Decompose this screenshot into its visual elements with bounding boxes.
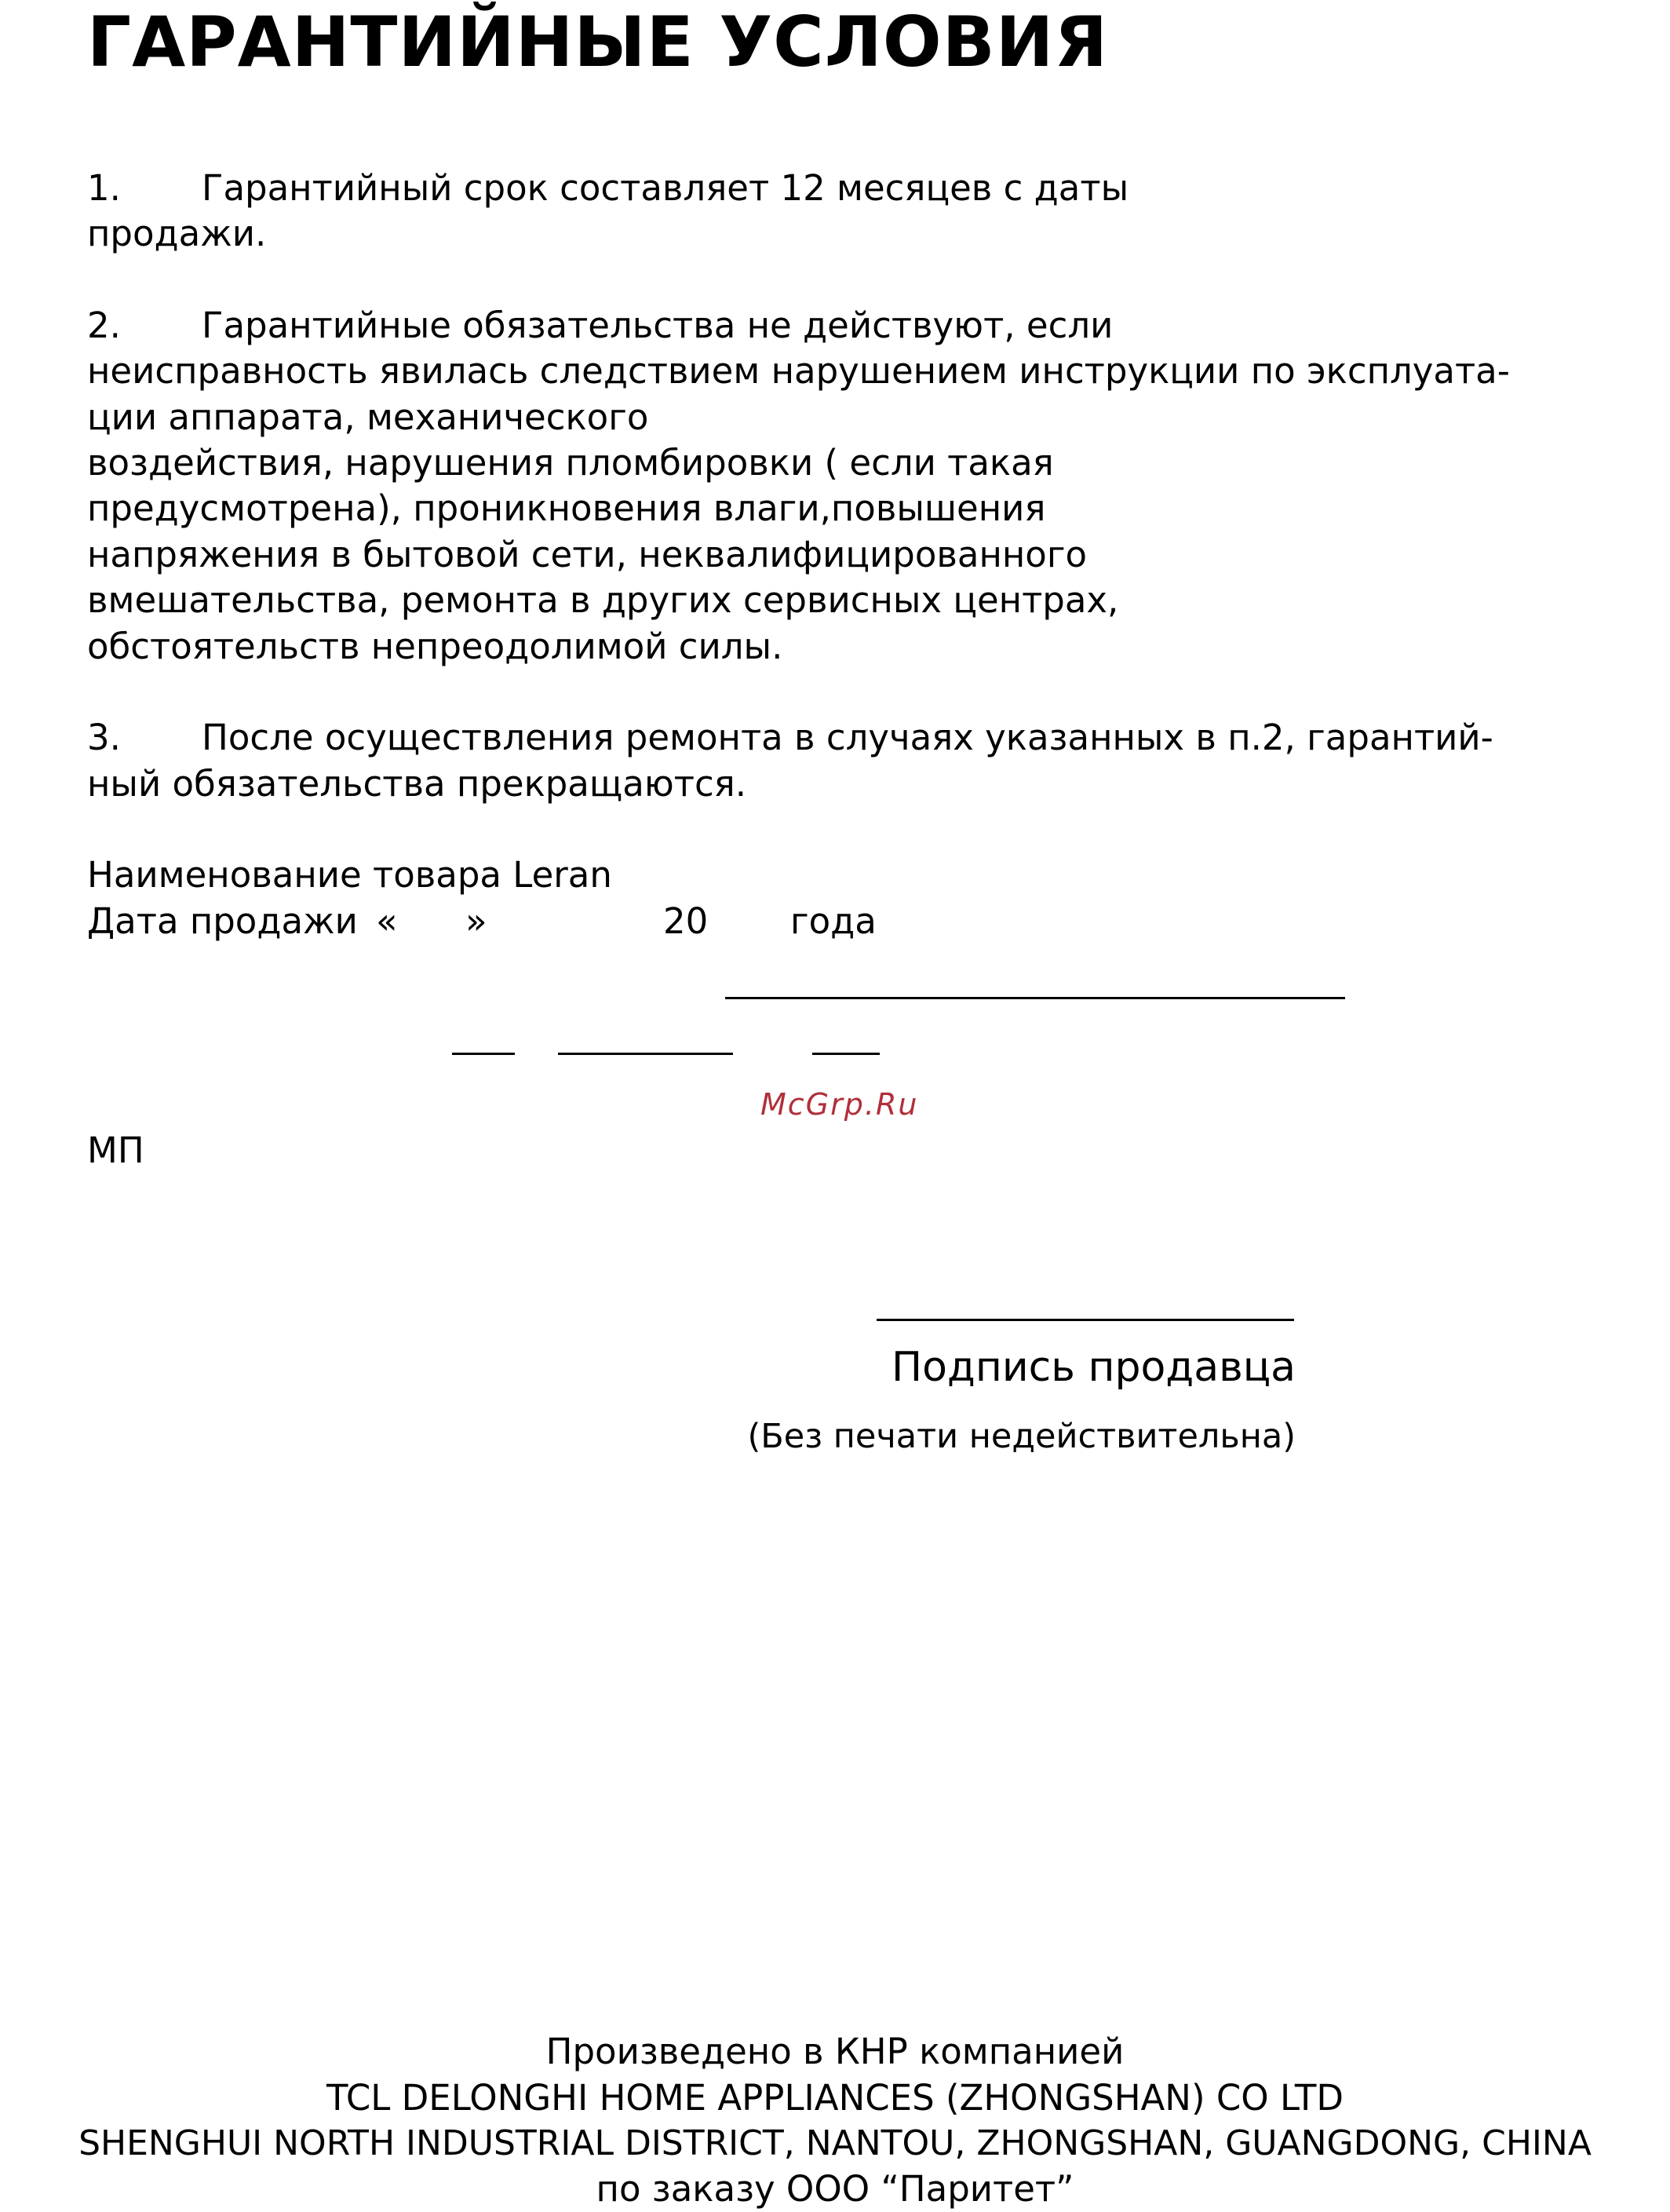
footer-line: SHENGHUI NORTH INDUSTRIAL DISTRICT, NANTOU, ZHONGSHAN, GUANGDONG, CHINA: [78, 2123, 1592, 2163]
clause-3-text: После осуществления ремонта в случаях указанных в п.2, гарантий-: [202, 717, 1493, 758]
footer-line: Произведено в КНР компанией: [545, 2031, 1125, 2072]
sale-year-blank-line: [812, 1053, 880, 1055]
sale-date-open-quote: «: [376, 900, 398, 942]
sale-date-label: Дата продажи: [87, 900, 358, 942]
clause-2-line: напряжения в бытовой сети, неквалифицированного: [87, 534, 1087, 575]
watermark: McGrp.Ru: [760, 1087, 919, 1122]
sale-month-blank-line: [558, 1053, 733, 1055]
clause-2-line: предусмотрена), проникновения влаги,повышения: [87, 487, 1046, 529]
clause-1-line: продажи.: [87, 213, 267, 254]
clause-3-line: ный обязательства прекращаются.: [87, 763, 747, 805]
clause-2-line: вмешательства, ремонта в других сервисных центрах,: [87, 579, 1119, 621]
sale-date-century: 20: [663, 900, 709, 942]
clause-3-number: 3.: [87, 717, 121, 758]
page-title: ГАРАНТИЙНЫЕ УСЛОВИЯ: [87, 2, 1109, 82]
signature-label: Подпись продавца: [892, 1344, 1296, 1391]
clause-2-line: обстоятельств непреодолимой силы.: [87, 626, 783, 667]
clause-2-line: неисправность явилась следствием нарушением инструкции по эксплуата-: [87, 350, 1510, 392]
sale-date-year-word: года: [790, 900, 877, 942]
clause-2-line: воздействия, нарушения пломбировки ( если такая: [87, 442, 1054, 484]
clause-2-number: 2.: [87, 305, 121, 346]
clause-1-first-line: [87, 166, 1129, 211]
product-name-blank-line: [725, 997, 1345, 999]
product-name-label: Наименование товара Leran: [87, 854, 612, 896]
signature-blank-line: [877, 1319, 1294, 1321]
clause-1-number: 1.: [87, 167, 121, 209]
sale-day-blank-line: [452, 1053, 515, 1055]
sale-date-close-quote: »: [465, 900, 487, 942]
signature-note: (Без печати недействительна): [747, 1417, 1296, 1456]
footer-line: TCL DELONGHI HOME APPLIANCES (ZHONGSHAN) CO LTD: [326, 2077, 1344, 2119]
clause-2-first-line: [87, 303, 1113, 349]
clause-2-line: ции аппарата, механического: [87, 396, 649, 438]
clause-1-text: Гарантийный срок составляет 12 месяцев с даты: [202, 167, 1129, 209]
footer-line: по заказу ООО “Паритет”: [596, 2168, 1074, 2210]
clause-3-first-line: [87, 715, 1493, 761]
stamp-place-label: МП: [87, 1130, 144, 1171]
clause-2-text: Гарантийные обязательства не действуют, если: [202, 305, 1114, 346]
